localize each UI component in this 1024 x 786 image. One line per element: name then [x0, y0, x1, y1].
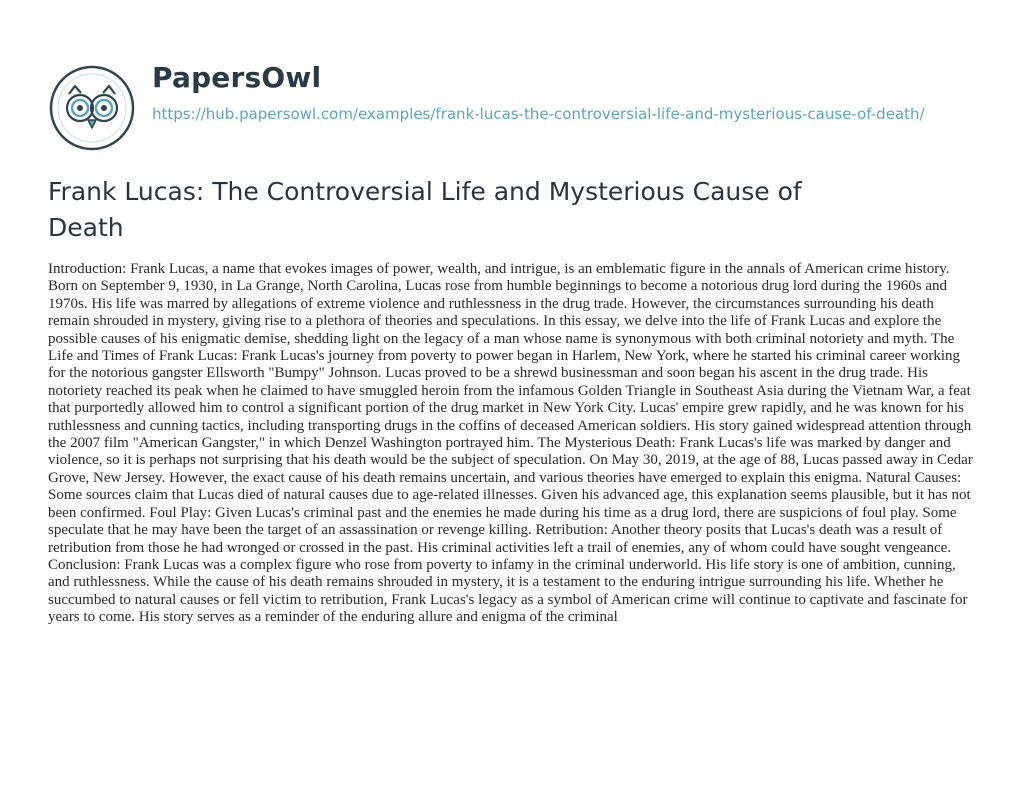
owl-logo-icon [48, 64, 136, 152]
page-title: Frank Lucas: The Controversial Life and Mysterious Cause of Death [48, 177, 802, 242]
brand-header [48, 60, 928, 160]
article-body: Introduction: Frank Lucas, a name that evokes images of power, wealth, and intrigue, is an emblematic figure in the annals of American crime history. Born on September 9, 1930, in La Grange, North Carolina, Lucas rose from humble beginnings to become a notorious drug lord during the 1960s and 1970s. His life was marred by allegations of extreme violence and ruthlessness in the drug trade. However, the circumstances surrounding his death remain shrouded in mystery, giving rise to a plethora of theories and speculations. In this essay, we delve into the life of Frank Lucas and explore the possible causes of his enigmatic demise, shedding light on the legacy of a man whose name is synonymous with both criminal notoriety and myth. The Life and Times of Frank Lucas: Frank Lucas's journey from poverty to power began in Harlem, New York, where he started his criminal career working for the notorious gangster Ellsworth "Bumpy" Johnson. Lucas proved to be a shrewd businessman and soon began his ascent in the drug trade. His notoriety reached its peak when he claimed to have smuggled heroin from the infamous Golden Triangle in Southeast Asia during the Vietnam War, a feat that purportedly allowed him to control a significant portion of the drug market in New York City. Lucas' empire grew rapidly, and he was known for his ruthlessness and cunning tactics, including transporting drugs in the coffins of deceased American soldiers. His story gained widespread attention through the 2007 film "American Gangster," in which Denzel Washington portrayed him. The Mysterious Death: Frank Lucas's life was marked by danger and violence, so it is perhaps not surprising that his death would be the subject of speculation. On May 30, 2019, at the age of 88, Lucas passed away in Cedar Grove, New Jersey. However, the exact cause of his death remains uncertain, and various theories have emerged to explain this enigma. Natural Causes: Some sources claim that Lucas died of natural causes due to age-related illnesses. Given his advanced age, this explanation seems plausible, but it has not been confirmed. Foul Play: Given Lucas's criminal past and the enemies he made during his time as a drug lord, there are suspicions of foul play. Some speculate that he may have been the target of an assassination or revenge killing. Retribution: Another theory posits that Lucas's death was a result of retribution from those he had wronged or crossed in the past. His criminal activities left a trail of enemies, any of whom could have sought vengeance. Conclusion: Frank Lucas was a complex figure who rose from poverty to infamy in the criminal underworld. His life story is one of ambition, cunning, and ruthlessness. While the cause of his death remains shrouded in mystery, it is a testament to the enduring intrigue surrounding his life. Whether he succumbed to natural causes or fell victim to retribution, Frank Lucas's legacy as a symbol of American crime will continue to captivate and fascinate for years to come. His story serves as a reminder of the enduring allure and enigma of the criminal [48, 261, 973, 626]
brand-name: PapersOwl [152, 61, 322, 94]
source-url-link[interactable]: https://hub.papersowl.com/examples/frank-lucas-the-controversial-life-and-mysterious-cause-of-death/ [152, 105, 925, 123]
